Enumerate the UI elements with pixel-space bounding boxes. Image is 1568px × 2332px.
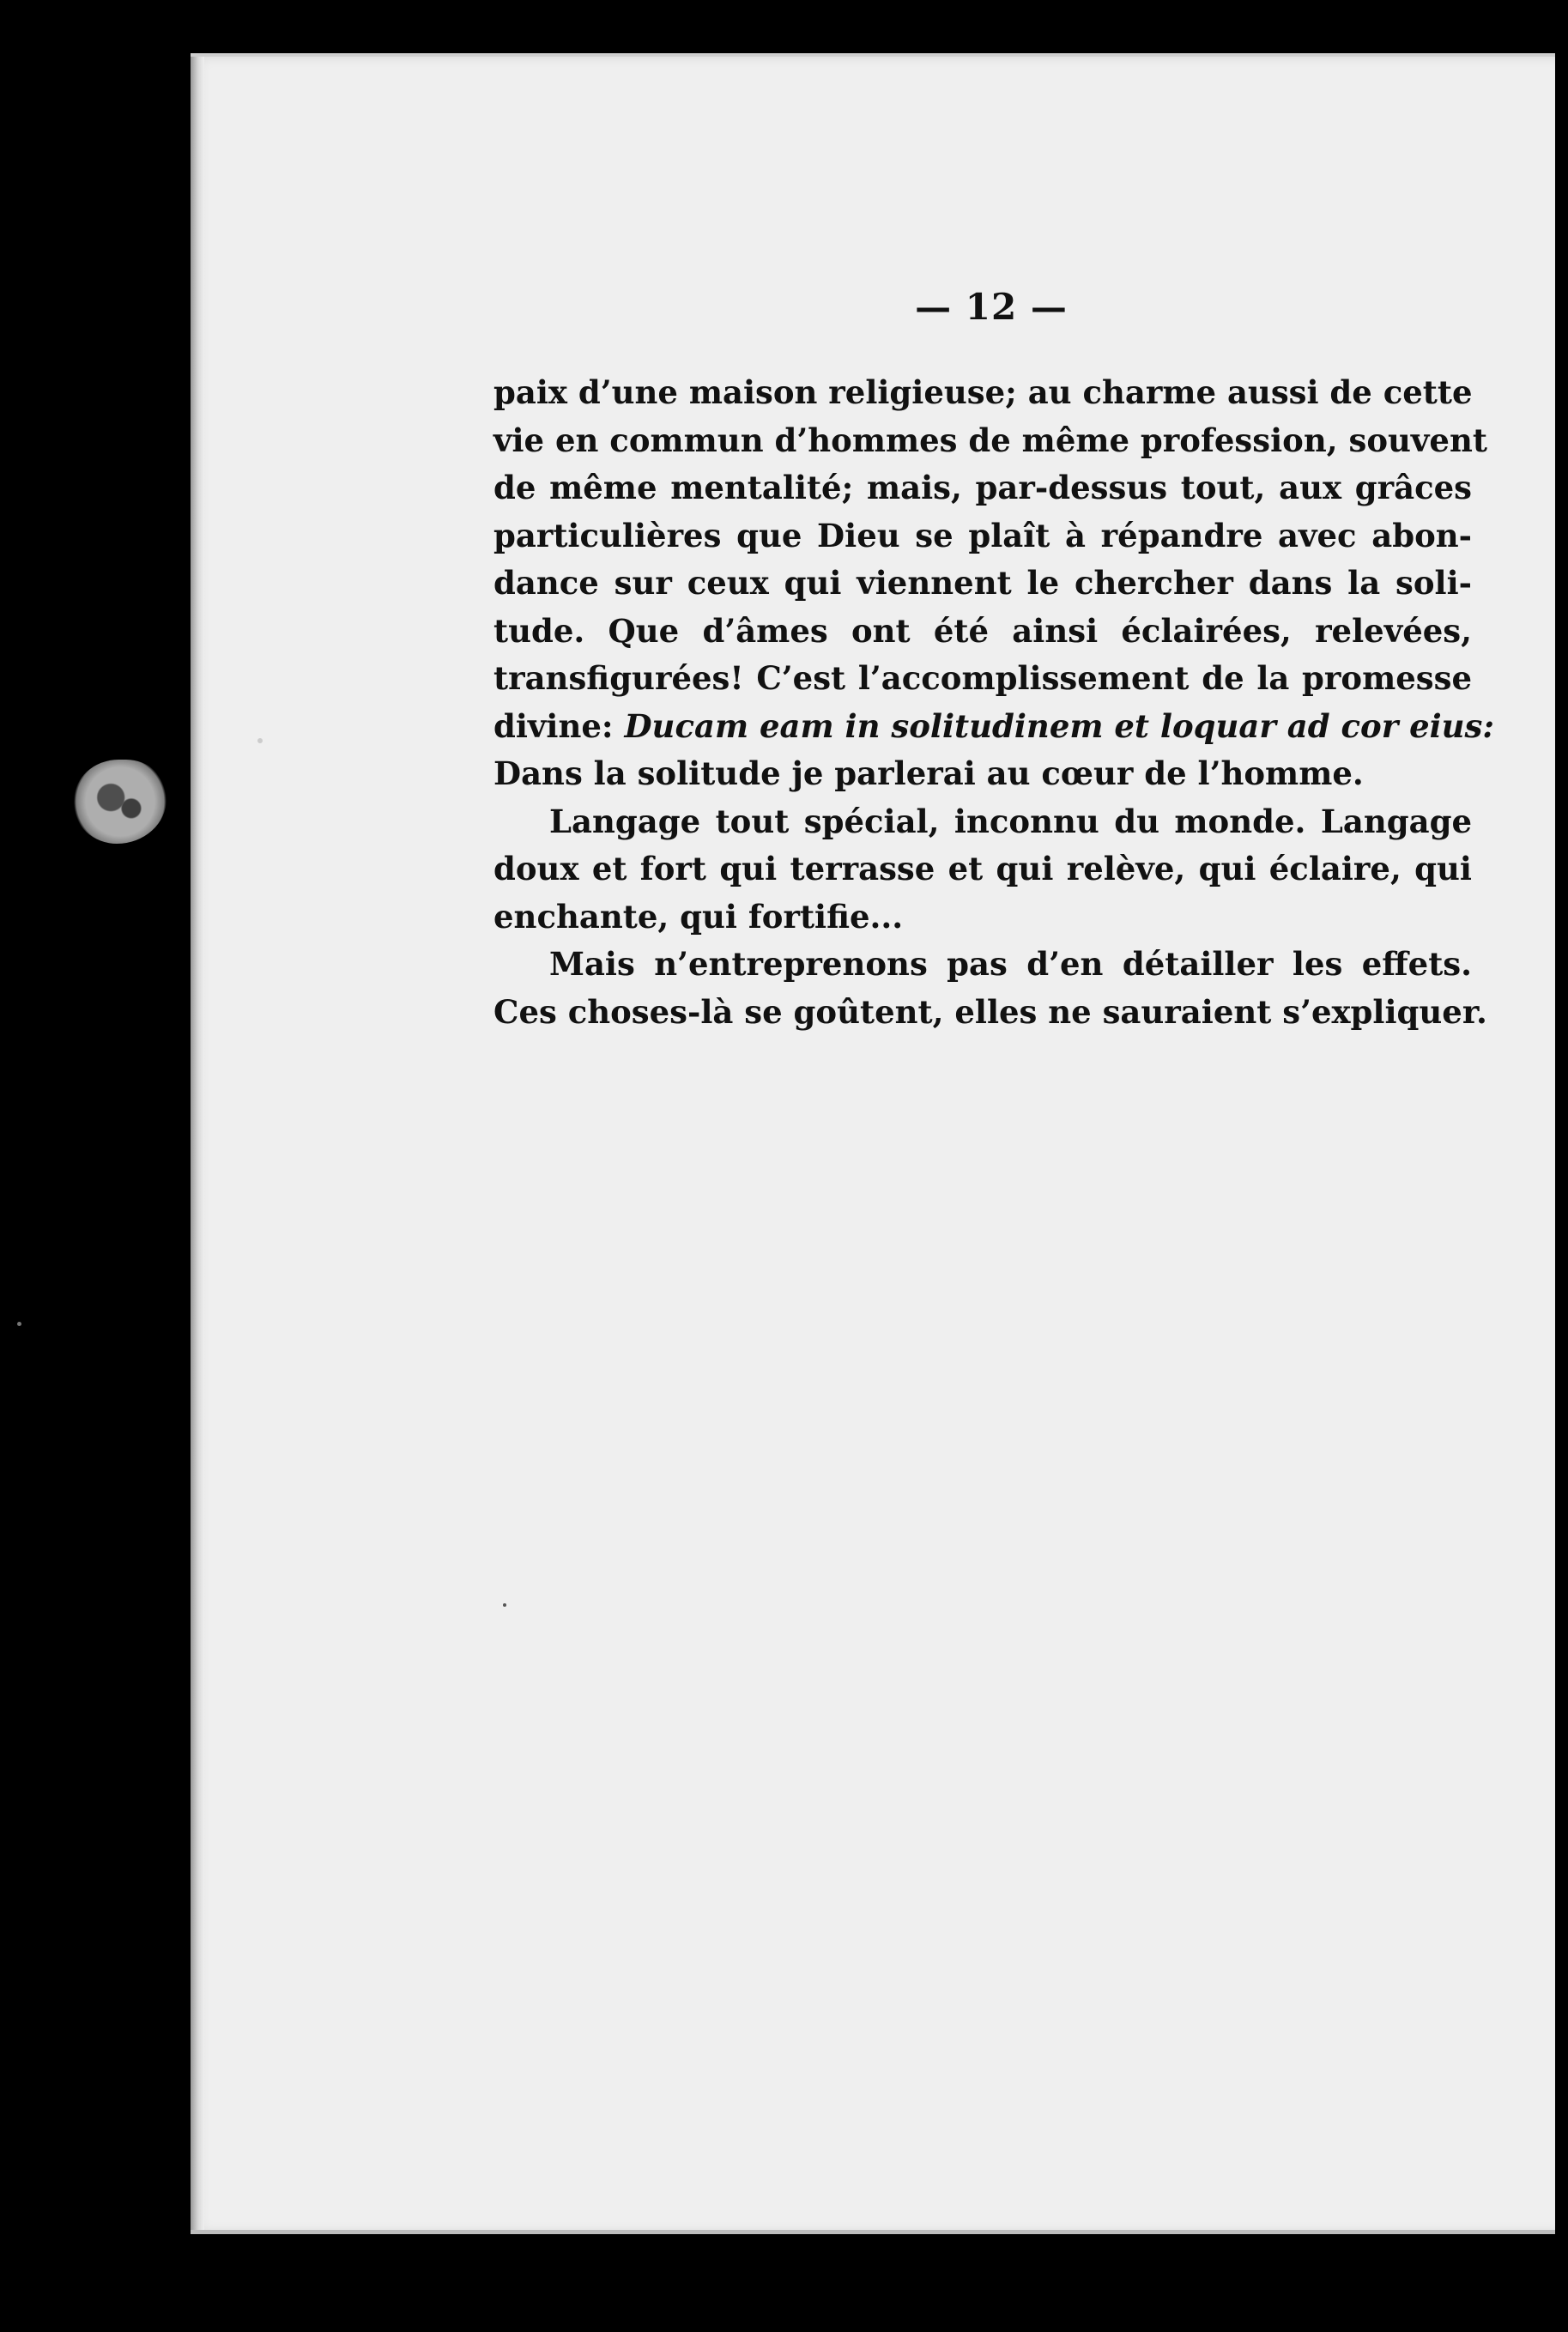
text-run: Dans la solitude je parlerai au cœur de l’homme.	[493, 754, 1364, 792]
latin-quotation: Ducam eam in solitudinem et loquar ad cor eius:	[624, 706, 1495, 745]
text-line	[493, 512, 1472, 560]
page-bottom-edge	[191, 2230, 1555, 2234]
text-run: transfigurées! C’est l’accomplissement de la promesse	[493, 659, 1472, 697]
text-line	[493, 655, 1472, 703]
text-line	[493, 560, 1472, 608]
text-run: paix d’une maison religieuse; au charme aussi de cette	[493, 373, 1473, 411]
text-run: tude. Que d’âmes ont été ainsi éclairées, relevées,	[493, 611, 1472, 650]
text-line	[493, 608, 1472, 656]
text-run: enchante, qui fortifie...	[493, 897, 904, 936]
text-run: Mais n’entreprenons pas d’en détailler les effets.	[549, 945, 1472, 983]
text-line	[493, 464, 1472, 512]
text-line	[493, 703, 1495, 751]
speck	[17, 1322, 21, 1326]
body-text	[493, 369, 1495, 1036]
text-line	[493, 750, 1472, 798]
speck	[503, 1603, 506, 1607]
text-line	[493, 369, 1472, 417]
page-number: — 12 —	[915, 286, 1068, 328]
text-run: Ces choses-là se goûtent, elles ne sauraient s’expliquer.	[493, 992, 1487, 1031]
text-line	[493, 989, 1487, 1037]
speck	[257, 738, 263, 743]
text-run: dance sur ceux qui viennent le chercher dans la soli-	[493, 564, 1472, 602]
text-run: de même mentalité; mais, par-dessus tout, aux grâces	[493, 469, 1472, 506]
text-line	[493, 417, 1487, 465]
text-run: doux et fort qui terrasse et qui relève, qui éclaire, qui	[493, 850, 1472, 887]
text-run: vie en commun d’hommes de même profession, souvent	[493, 421, 1487, 459]
text-run: Langage tout spécial, inconnu du monde. Langage	[549, 802, 1472, 840]
text-line	[493, 893, 1472, 942]
text-run: divine:	[493, 706, 625, 745]
text-line	[493, 798, 1472, 846]
text-line	[493, 845, 1472, 893]
text-run: particulières que Dieu se plaît à répandre avec abon-	[493, 516, 1472, 554]
page-left-edge	[191, 57, 204, 2232]
text-line	[493, 941, 1472, 989]
paper-stain	[74, 760, 166, 844]
